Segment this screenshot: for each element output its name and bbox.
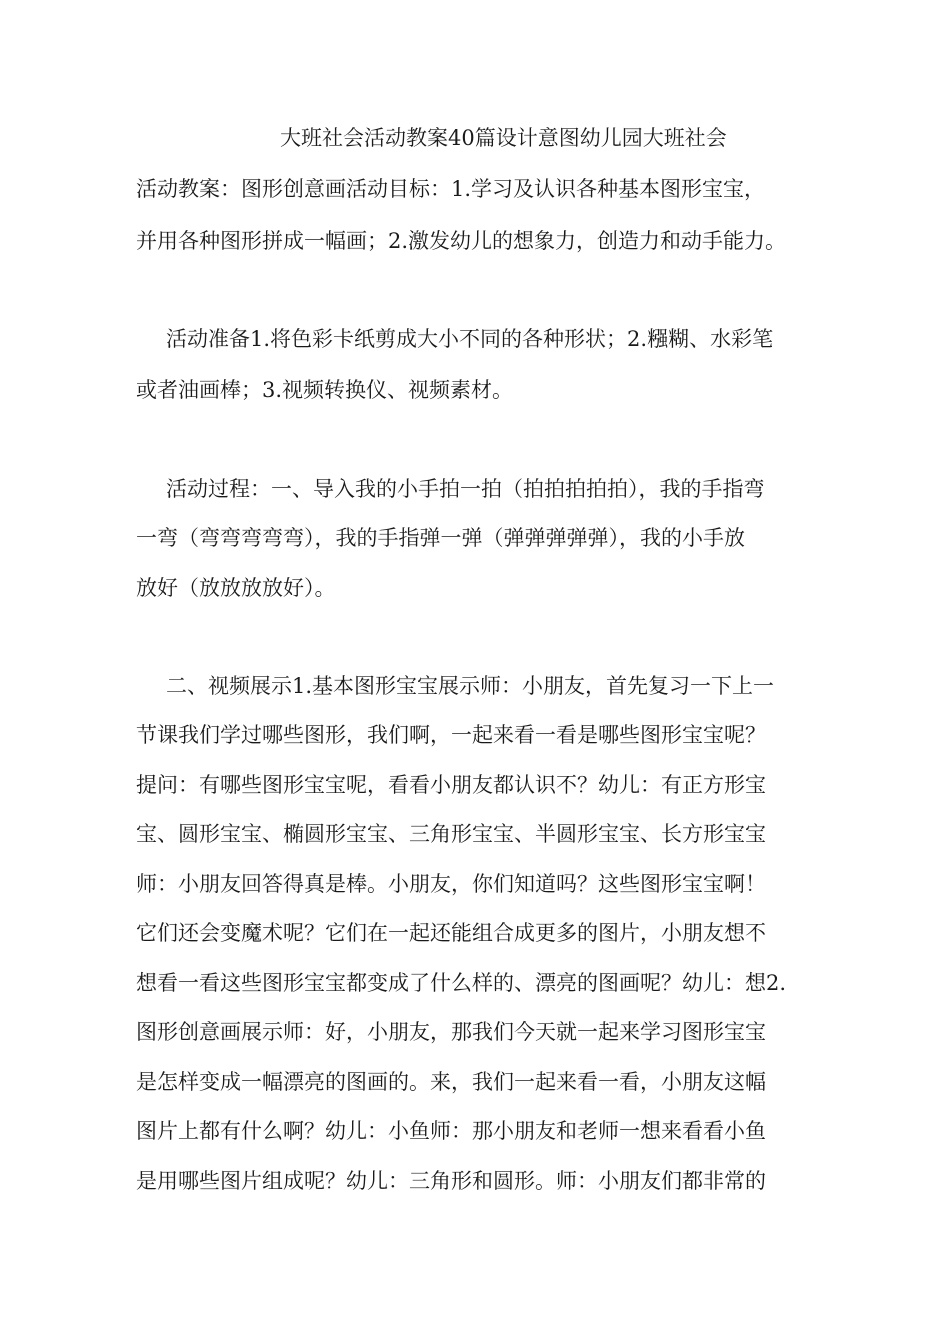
paragraph-line: 活动过程：一、导入我的小手拍一拍（拍拍拍拍拍），我的手指弯	[166, 477, 765, 501]
paragraph-line: 节课我们学过哪些图形，我们啊，一起来看一看是哪些图形宝宝呢？	[136, 723, 766, 747]
paragraph-line: 想看一看这些图形宝宝都变成了什么样的、漂亮的图画呢？幼儿：想2.	[136, 971, 787, 995]
paragraph-line: 活动准备1.将色彩卡纸剪成大小不同的各种形状；2.糨糊、水彩笔	[166, 327, 774, 351]
paragraph-line: 一弯（弯弯弯弯弯），我的手指弹一弹（弹弹弹弹弹），我的小手放	[136, 526, 745, 550]
paragraph-line: 并用各种图形拼成一幅画；2.激发幼儿的想象力，创造力和动手能力。	[136, 229, 787, 253]
paragraph-line: 图形创意画展示师：好，小朋友，那我们今天就一起来学习图形宝宝	[136, 1020, 766, 1044]
document-title-line: 大班社会活动教案40篇设计意图幼儿园大班社会	[280, 126, 727, 150]
paragraph-line: 是怎样变成一幅漂亮的图画的。来，我们一起来看一看，小朋友这幅	[136, 1070, 766, 1094]
paragraph-line: 师：小朋友回答得真是棒。小朋友，你们知道吗？这些图形宝宝啊！	[136, 872, 766, 896]
paragraph-line: 图片上都有什么啊？幼儿：小鱼师：那小朋友和老师一想来看看小鱼	[136, 1119, 766, 1143]
paragraph-line: 提问：有哪些图形宝宝呢，看看小朋友都认识不？幼儿：有正方形宝	[136, 773, 766, 797]
paragraph-line: 放好（放放放放好）。	[136, 576, 336, 600]
paragraph-line: 活动教案：图形创意画活动目标：1.学习及认识各种基本图形宝宝，	[136, 177, 766, 201]
paragraph-line: 或者油画棒；3.视频转换仪、视频素材。	[136, 378, 514, 402]
paragraph-line: 是用哪些图片组成呢？幼儿：三角形和圆形。师：小朋友们都非常的	[136, 1169, 766, 1193]
paragraph-line: 它们还会变魔术呢？它们在一起还能组合成更多的图片，小朋友想不	[136, 921, 766, 945]
paragraph-line: 宝、圆形宝宝、椭圆形宝宝、三角形宝宝、半圆形宝宝、长方形宝宝	[136, 822, 766, 846]
paragraph-line: 二、视频展示1.基本图形宝宝展示师：小朋友，首先复习一下上一	[166, 674, 775, 698]
